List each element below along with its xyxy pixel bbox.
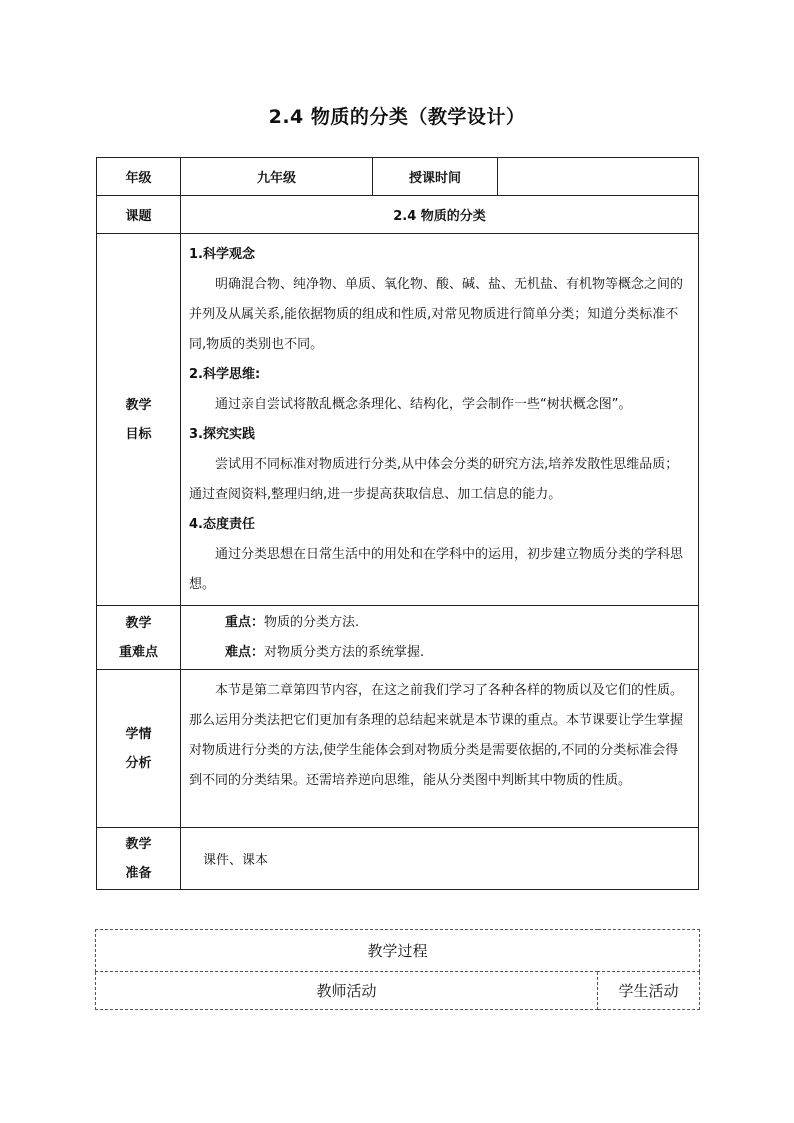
objective-4-title: 4.态度责任 xyxy=(189,517,255,532)
grade-row xyxy=(97,158,699,196)
objective-1-title: 1.科学观念 xyxy=(189,247,255,262)
time-label: 授课时间 xyxy=(373,158,498,196)
difficult-point: 难点：对物质分类方法的系统掌握. xyxy=(225,644,425,660)
objectives-label: 教学 目标 xyxy=(97,234,181,606)
prep-row xyxy=(97,828,699,890)
process-table xyxy=(95,929,700,1010)
grade-label: 年级 xyxy=(97,158,181,196)
grade-value: 九年级 xyxy=(181,158,373,196)
keypoints-content xyxy=(181,606,699,670)
time-value xyxy=(498,158,699,196)
objective-2-text: 通过亲自尝试将散乱概念条理化、结构化，学会制作一些“树状概念图”。 xyxy=(215,397,632,412)
analysis-row xyxy=(97,670,699,828)
student-activity-header: 学生活动 xyxy=(598,972,700,1010)
objective-4-text: 通过分类思想在日常生活中的用处和在学科中的运用，初步建立物质分类的学科思想。 xyxy=(189,547,684,592)
objectives-content xyxy=(181,234,699,606)
key-point: 重点：物质的分类方法. xyxy=(225,614,360,630)
process-header-row xyxy=(96,972,700,1010)
topic-value: 2.4 物质的分类 xyxy=(181,196,699,234)
topic-row xyxy=(97,196,699,234)
analysis-label: 学情 分析 xyxy=(97,670,181,828)
analysis-text: 本节是第二章第四节内容，在这之前我们学习了各种各样的物质以及它们的性质。那么运用分类法把它们更加有条理的总结起来就是本节课的重点。本节课要让学生掌握对物质进行分类的方法,使学生能体会到对物质分类是需要依据的,不同的分类标准会得到不同的分类结果。还需培养逆向思维，能从分类图中判断其中物质的性质。 xyxy=(189,683,684,788)
teacher-activity-header: 教师活动 xyxy=(96,972,598,1010)
prep-label: 教学 准备 xyxy=(97,828,181,890)
lesson-plan-table xyxy=(96,157,699,890)
process-title-row xyxy=(96,930,700,972)
objective-3-title: 3.探究实践 xyxy=(189,427,255,442)
topic-label: 课题 xyxy=(97,196,181,234)
page-title: 2.4 物质的分类（教学设计） xyxy=(268,106,526,128)
keypoints-row xyxy=(97,606,699,670)
objectives-row xyxy=(97,234,699,606)
analysis-content xyxy=(181,670,699,828)
objective-2-title: 2.科学思维: xyxy=(189,367,261,382)
objective-1-text: 明确混合物、纯净物、单质、氧化物、酸、碱、盐、无机盐、有机物等概念之间的并列及从属关系,能依据物质的组成和性质,对常见物质进行简单分类；知道分类标准不同,物质的类别也不同。 xyxy=(189,277,684,352)
keypoints-label: 教学 重难点 xyxy=(97,606,181,670)
prep-content: 课件、课本 xyxy=(181,828,699,890)
objective-3-text: 尝试用不同标准对物质进行分类,从中体会分类的研究方法,培养发散性思维品质；通过查阅资料,整理归纳,进一步提高获取信息、加工信息的能力。 xyxy=(189,457,679,502)
process-title: 教学过程 xyxy=(96,930,700,972)
